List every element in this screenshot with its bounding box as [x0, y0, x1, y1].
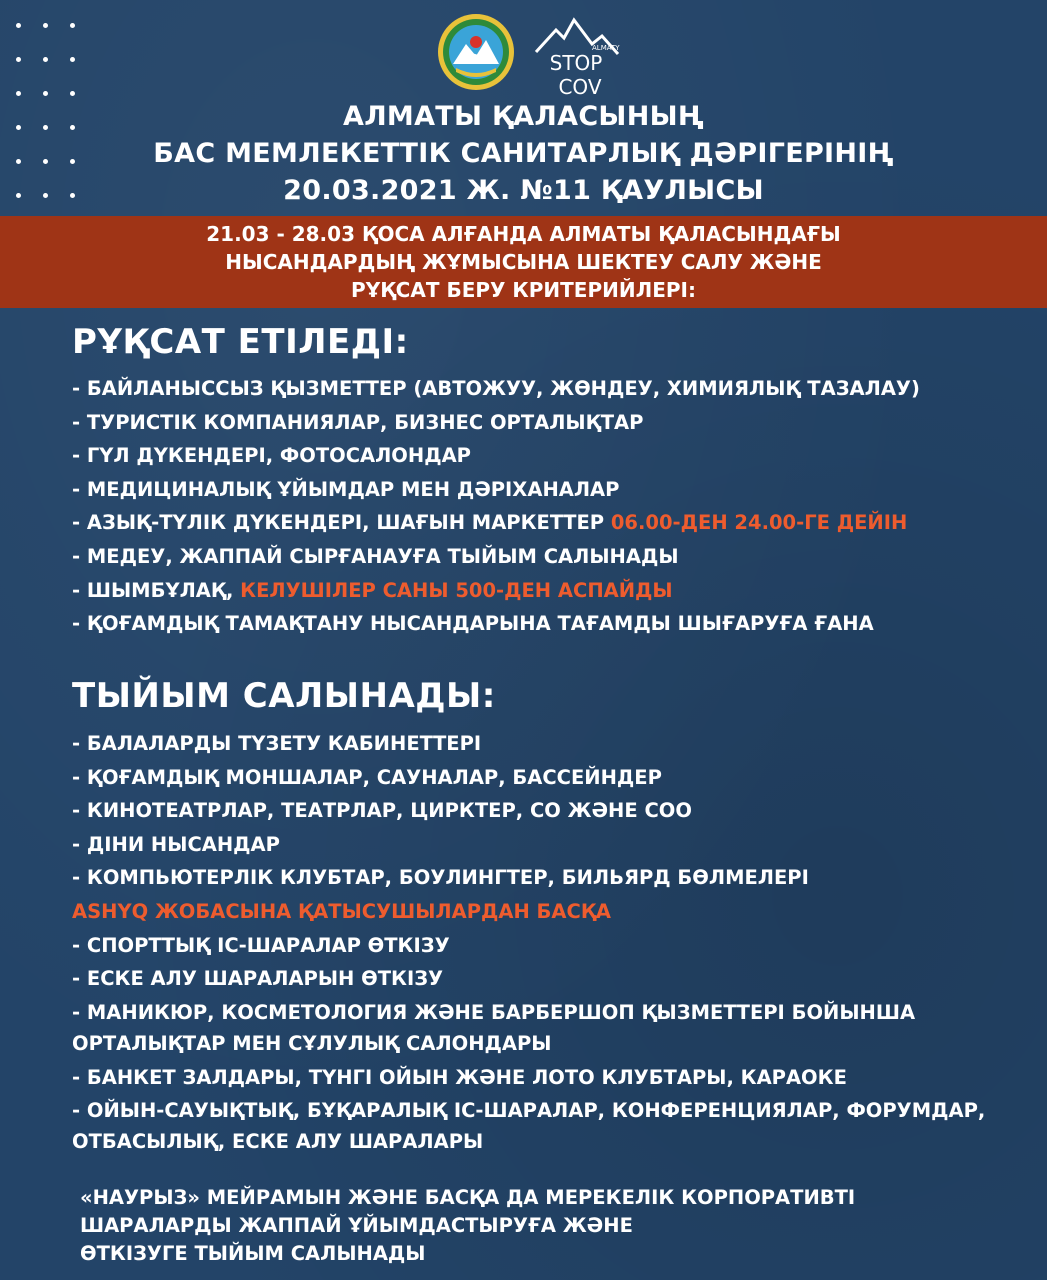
allowed-heading: РҰҚСАТ ЕТІЛЕДІ: — [72, 322, 409, 362]
svg-text:ALMATY: ALMATY — [592, 44, 620, 52]
list-item: - БАНКЕТ ЗАЛДАРЫ, ТҮНГІ ОЙЫН ЖӘНЕ ЛОТО КЛУБТАРЫ, КАРАОКЕ — [72, 1065, 847, 1089]
banner-line-1: 21.03 - 28.03 ҚОСА АЛҒАНДА АЛМАТЫ ҚАЛАСЫНДАҒЫ — [206, 222, 841, 246]
list-item: - ҚОҒАМДЫҚ МОНШАЛАР, САУНАЛАР, БАССЕЙНДЕР — [72, 765, 662, 789]
list-item: - МЕДЕУ, ЖАППАЙ СЫРҒАНАУҒА ТЫЙЫМ САЛЫНАДЫ — [72, 544, 679, 568]
title-line-3: 20.03.2021 Ж. №11 ҚАУЛЫСЫ — [283, 175, 764, 206]
ashyq-note: ASHYQ ЖОБАСЫНА ҚАТЫСУШЫЛАРДАН БАСҚА — [72, 899, 612, 923]
title-line-1: АЛМАТЫ ҚАЛАСЫНЫҢ — [343, 101, 704, 132]
list-item: - МЕДИЦИНАЛЫҚ ҰЙЫМДАР МЕН ДӘРІХАНАЛАР — [72, 477, 620, 501]
page-title — [0, 98, 1047, 209]
list-item: - ШЫМБҰЛАҚ, КЕЛУШІЛЕР САНЫ 500-ДЕН АСПАЙДЫ — [72, 578, 673, 602]
highlight-hours: 06.00-ДЕН 24.00-ГЕ ДЕЙІН — [610, 511, 908, 535]
title-line-2: БАС МЕМЛЕКЕТТІК САНИТАРЛЫҚ ДӘРІГЕРІНІҢ — [153, 138, 894, 169]
stop-cov-logo-icon — [526, 14, 626, 98]
banner-line-2: НЫСАНДАРДЫҢ ЖҰМЫСЫНА ШЕКТЕУ САЛУ ЖӘНЕ — [225, 250, 822, 274]
almaty-emblem-icon — [436, 12, 516, 92]
list-item: - ГҮЛ ДҮКЕНДЕРІ, ФОТОСАЛОНДАР — [72, 444, 471, 468]
list-item: - ДІНИ НЫСАНДАР — [72, 832, 280, 856]
list-item: - АЗЫҚ-ТҮЛІК ДҮКЕНДЕРІ, ШАҒЫН МАРКЕТТЕР 06.00-ДЕН 24.00-ГЕ ДЕЙІН — [72, 511, 908, 535]
prohibited-heading: ТЫЙЫМ САЛЫНАДЫ: — [72, 676, 496, 716]
list-item: - ЕСКЕ АЛУ ШАРАЛАРЫН ӨТКІЗУ — [72, 967, 444, 991]
list-item: - КИНОТЕАТРЛАР, ТЕАТРЛАР, ЦИРКТЕР, СО ЖӘНЕ СОО — [72, 799, 692, 823]
list-item: - ТУРИСТІК КОМПАНИЯЛАР, БИЗНЕС ОРТАЛЫҚТАР — [72, 410, 644, 434]
list-item: - СПОРТТЫҚ ІС-ШАРАЛАР ӨТКІЗУ — [72, 933, 450, 957]
header-logos — [436, 10, 626, 96]
list-item: - МАНИКЮР, КОСМЕТОЛОГИЯ ЖӘНЕ БАРБЕРШОП ҚЫЗМЕТТЕРІ БОЙЫНША ОРТАЛЫҚТАР МЕН СҰЛУЛЫҚ САЛОНДАРЫ — [72, 1000, 916, 1055]
list-item: - БАЛАЛАРДЫ ТҮЗЕТУ КАБИНЕТТЕРІ — [72, 732, 482, 755]
list-item: - ОЙЫН-САУЫҚТЫҚ, БҰҚАРАЛЫҚ ІС-ШАРАЛАР, КОНФЕРЕНЦИЯЛАР, ФОРУМДАР, ОТБАСЫЛЫҚ, ЕСКЕ АЛУ ШАРАЛАРЫ — [72, 1099, 986, 1154]
footer-line-1: «НАУРЫЗ» МЕЙРАМЫН ЖӘНЕ БАСҚА ДА МЕРЕКЕЛІК КОРПОРАТИВТІ — [80, 1186, 856, 1209]
prohibited-list — [72, 727, 1032, 1159]
highlight-visitor-limit: КЕЛУШІЛЕР САНЫ 500-ДЕН АСПАЙДЫ — [240, 578, 673, 602]
banner-line-3: РҰҚСАТ БЕРУ КРИТЕРИЙЛЕРІ: — [351, 278, 696, 302]
list-item: - БАЙЛАНЫССЫЗ ҚЫЗМЕТТЕР (АВТОЖУУ, ЖӨНДЕУ, ХИМИЯЛЫҚ ТАЗАЛАУ) — [72, 377, 920, 400]
svg-text:COV: COV — [558, 75, 602, 98]
footer-line-3: ӨТКІЗУГЕ ТЫЙЫМ САЛЫНАДЫ — [80, 1242, 426, 1265]
list-item: - КОМПЬЮТЕРЛІК КЛУБТАР, БОУЛИНГТЕР, БИЛЬЯРД БӨЛМЕЛЕРІ — [72, 866, 809, 890]
list-item: - ҚОҒАМДЫҚ ТАМАҚТАНУ НЫСАНДАРЫНА ТАҒАМДЫ ШЫҒАРУҒА ҒАНА — [72, 612, 874, 636]
footer-line-2: ШАРАЛАРДЫ ЖАППАЙ ҰЙЫМДАСТЫРУҒА ЖӘНЕ — [80, 1214, 633, 1237]
criteria-banner — [0, 216, 1047, 308]
svg-text:STOP: STOP — [549, 51, 603, 75]
allowed-list — [72, 372, 1032, 641]
footer-note — [80, 1184, 980, 1268]
